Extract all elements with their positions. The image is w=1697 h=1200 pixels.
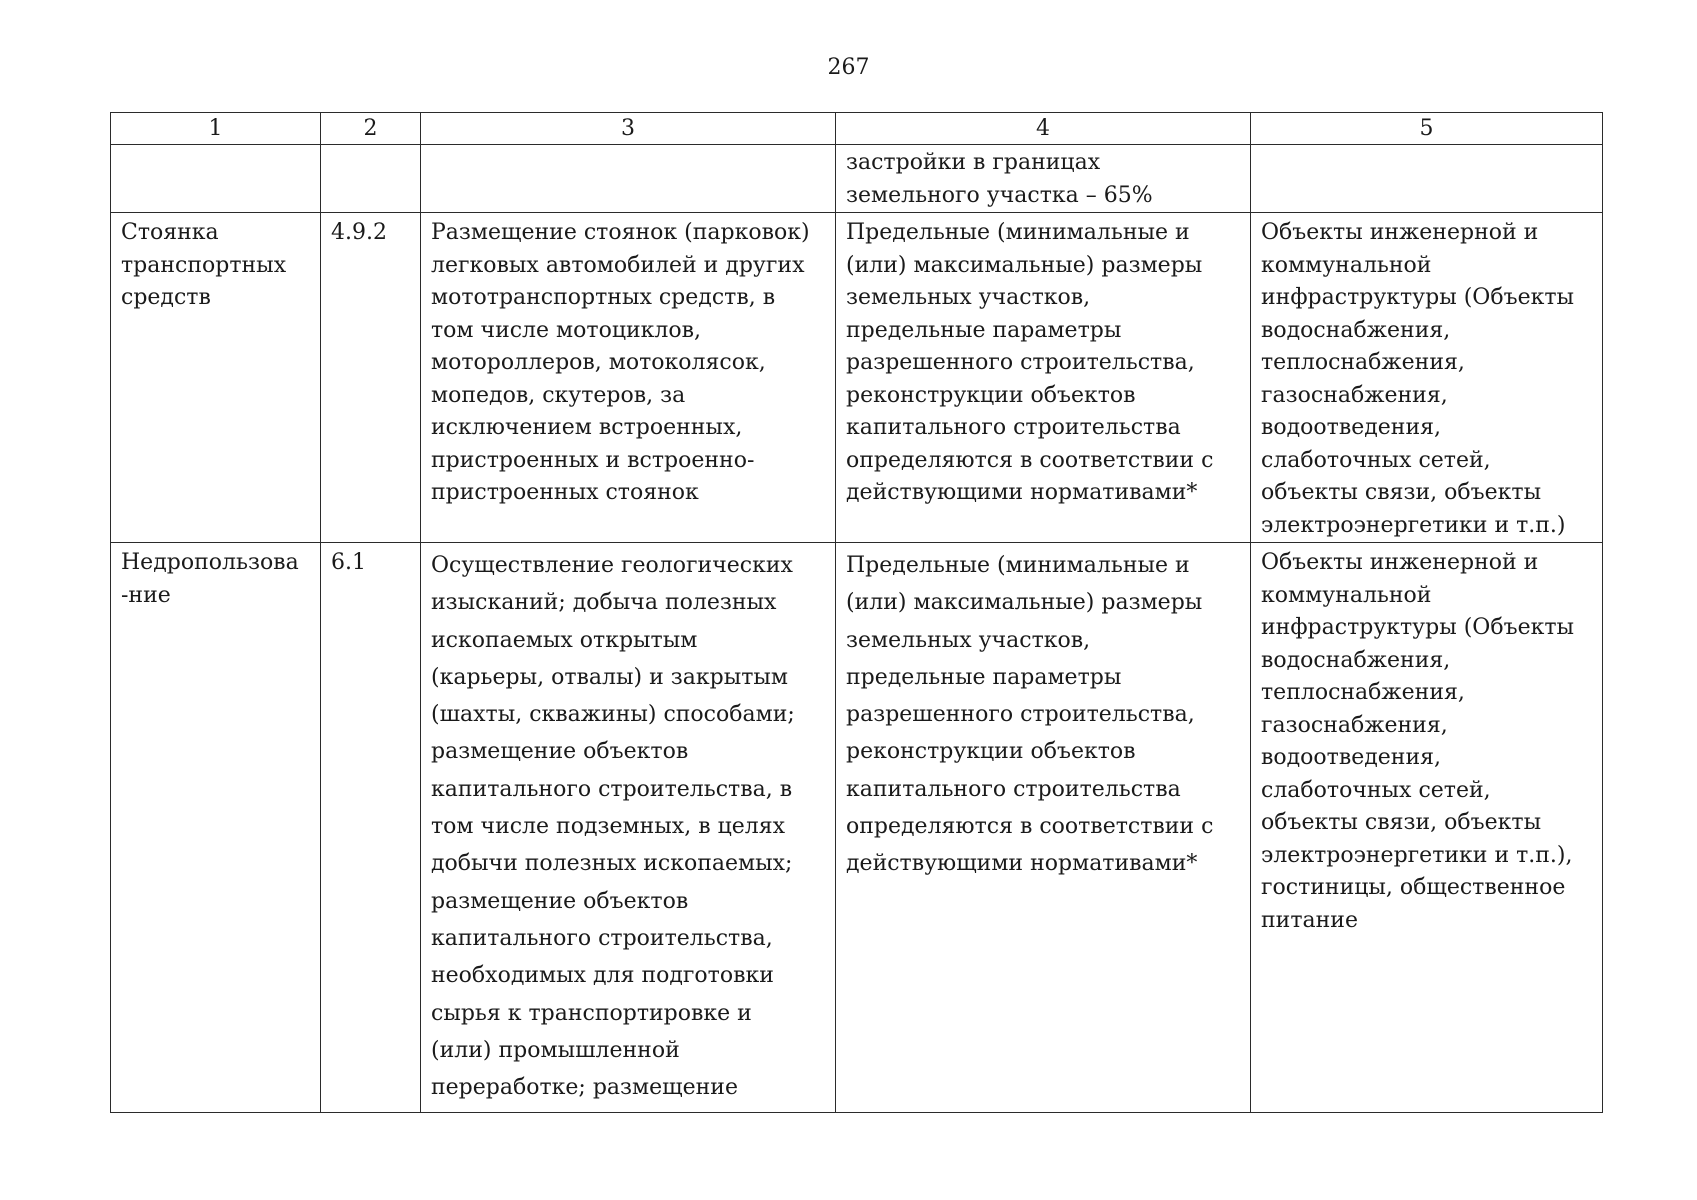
cell-text-line: капитального строительства <box>846 415 1181 440</box>
cell-text-line: разрешенного строительства, <box>846 702 1195 728</box>
cell-text-line: (или) максимальные) размеры <box>846 252 1203 278</box>
cell-text-line: транспортных <box>121 252 287 278</box>
cell-text-line: реконструкции объектов <box>846 382 1136 408</box>
cell-text-line: том числе мотоциклов, <box>431 317 701 343</box>
cell-text-line: водоотведения, <box>1261 415 1442 440</box>
cell-text-line: Размещение стоянок (парковок) <box>431 220 810 245</box>
table-row <box>111 543 1603 1113</box>
cell-text-line: объекты связи, объекты <box>1261 480 1542 505</box>
cell-text-line: газоснабжения, <box>1261 712 1448 738</box>
cell-text-line: теплоснабжения, <box>1261 680 1465 705</box>
continuation-row <box>111 145 1603 213</box>
cell-text-line: размещение объектов <box>431 888 689 914</box>
page-number: 267 <box>827 55 870 80</box>
cell-text-line: коммунальной <box>1261 582 1432 608</box>
header-cell-1: 1 <box>111 113 321 145</box>
cell-text-line: электроэнергетики и т.п.), <box>1261 842 1573 868</box>
cell-text-line: Предельные (минимальные и <box>846 553 1190 578</box>
cell-text-line: питание <box>1261 907 1358 933</box>
cell-text-line: (шахты, скважины) способами; <box>431 702 795 728</box>
continuation-cell-4 <box>836 145 1251 213</box>
cell-text-line: инфраструктуры (Объекты <box>1261 285 1575 310</box>
header-cell-5: 5 <box>1251 113 1603 145</box>
cell-text-line: пристроенных и встроенно- <box>431 447 755 473</box>
cell-text-line: водоснабжения, <box>1261 647 1451 673</box>
cell-text-line: необходимых для подготовки <box>431 963 774 989</box>
continuation-cell-3 <box>421 145 836 213</box>
land-use-auxiliary-cell <box>1251 543 1603 1113</box>
cell-text-line: определяются в соответствии с <box>846 447 1214 473</box>
land-use-description-cell <box>421 543 836 1113</box>
cell-text-line: том числе подземных, в целях <box>431 814 785 840</box>
header-cell-4: 4 <box>836 113 1251 145</box>
continuation-cell-2 <box>321 145 421 213</box>
cell-text-line: слаботочных сетей, <box>1261 447 1491 473</box>
cell-text-line: разрешенного строительства, <box>846 350 1195 375</box>
cell-text-line: мотороллеров, мотоколясок, <box>431 350 766 375</box>
cell-text-line: Объекты инженерной и <box>1261 220 1539 245</box>
cell-text-line: электроэнергетики и т.п.) <box>1261 512 1566 538</box>
land-use-code-cell: 4.9.2 <box>321 213 421 543</box>
cell-text-line: капитального строительства, <box>431 925 773 951</box>
cell-text-line: предельные параметры <box>846 664 1122 690</box>
cell-text-line: земельных участков, <box>846 627 1091 653</box>
land-use-table <box>110 112 1603 1113</box>
cell-text-line: (карьеры, отвалы) и закрытым <box>431 664 788 690</box>
cell-text-line: инфраструктуры (Объекты <box>1261 615 1575 640</box>
cell-text-line: действующими нормативами* <box>846 851 1198 877</box>
cell-text-line: пристроенных стоянок <box>431 480 699 505</box>
cell-text-line: газоснабжения, <box>1261 382 1448 408</box>
cell-text-line: -ние <box>121 582 171 608</box>
cell-text-line: земельных участков, <box>846 285 1091 310</box>
cell-text-line: изысканий; добыча полезных <box>431 590 777 616</box>
cell-text-line: мототранспортных средств, в <box>431 285 776 310</box>
land-use-code-cell: 6.1 <box>321 543 421 1113</box>
land-use-name-cell <box>111 543 321 1113</box>
cell-text-line: Недропользова <box>121 550 299 575</box>
cell-text-line: Стоянка <box>121 220 219 245</box>
cell-text-line: объекты связи, объекты <box>1261 810 1542 835</box>
land-use-description-cell <box>421 213 836 543</box>
continuation-cell-1 <box>111 145 321 213</box>
cell-text-line: добычи полезных ископаемых; <box>431 851 793 877</box>
cell-text-line: земельного участка – 65% <box>846 182 1153 208</box>
cell-text-line: переработке; размещение <box>431 1075 738 1101</box>
land-use-name-cell <box>111 213 321 543</box>
cell-text-line: сырья к транспортировке и <box>431 1000 752 1026</box>
cell-text-line: Предельные (минимальные и <box>846 220 1190 245</box>
cell-text-line: водоснабжения, <box>1261 317 1451 343</box>
cell-text-line: (или) максимальные) размеры <box>846 590 1203 616</box>
header-cell-3: 3 <box>421 113 836 145</box>
cell-text-line: исключением встроенных, <box>431 415 743 440</box>
cell-text-line: ископаемых открытым <box>431 627 698 653</box>
cell-text-line: действующими нормативами* <box>846 480 1198 505</box>
header-row <box>111 113 1603 145</box>
land-use-parameters-cell <box>836 213 1251 543</box>
table-row <box>111 213 1603 543</box>
cell-text-line: легковых автомобилей и других <box>431 252 805 278</box>
cell-text-line: реконструкции объектов <box>846 739 1136 765</box>
cell-text-line: теплоснабжения, <box>1261 350 1465 375</box>
land-use-auxiliary-cell <box>1251 213 1603 543</box>
cell-text-line: капитального строительства <box>846 776 1181 802</box>
cell-text-line: (или) промышленной <box>431 1037 680 1063</box>
land-use-parameters-cell <box>836 543 1251 1113</box>
cell-text-line: Объекты инженерной и <box>1261 550 1539 575</box>
cell-text-line: размещение объектов <box>431 739 689 765</box>
cell-text-line: слаботочных сетей, <box>1261 777 1491 803</box>
cell-text-line: коммунальной <box>1261 252 1432 278</box>
cell-text-line: застройки в границах <box>846 150 1101 175</box>
cell-text-line: капитального строительства, в <box>431 776 793 802</box>
cell-text-line: гостиницы, общественное <box>1261 875 1566 900</box>
cell-text-line: средств <box>121 285 211 310</box>
cell-text-line: предельные параметры <box>846 317 1122 343</box>
header-cell-2: 2 <box>321 113 421 145</box>
cell-text-line: мопедов, скутеров, за <box>431 382 686 408</box>
continuation-cell-5 <box>1251 145 1603 213</box>
cell-text-line: водоотведения, <box>1261 745 1442 770</box>
cell-text-line: определяются в соответствии с <box>846 814 1214 840</box>
cell-text-line: Осуществление геологических <box>431 553 793 578</box>
